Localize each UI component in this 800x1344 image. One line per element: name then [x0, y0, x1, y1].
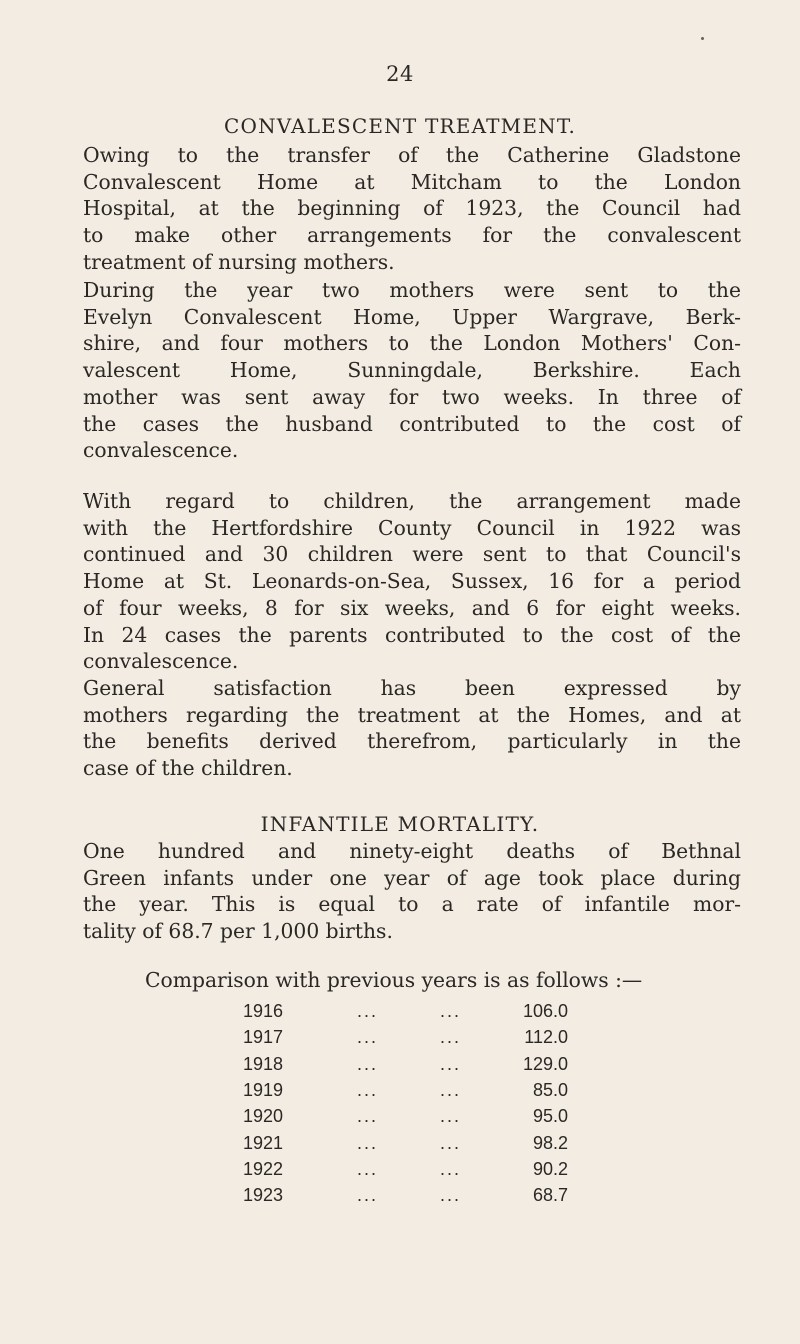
rate-cell: 90.2 [532, 1158, 568, 1179]
leader-dots: ... [440, 1158, 462, 1179]
year-cell: 1920 [243, 1106, 284, 1127]
text-line: mothers regarding the treatment at the Homes, and at [83, 702, 741, 727]
text-line: Green infants under one year of age took place during [83, 865, 741, 890]
convalescent-paragraph-2 [83, 277, 741, 464]
text-line: to make other arrangements for the convalescent [83, 223, 741, 248]
text-line: With regard to children, the arrangement made [83, 489, 741, 513]
table-row [0, 1106, 800, 1132]
text-line: In 24 cases the parents contributed to the cost of the [83, 622, 741, 647]
text-line: General satisfaction has been expressed by [83, 676, 741, 700]
leader-dots: ... [357, 1106, 379, 1127]
year-cell: 1919 [243, 1079, 284, 1100]
text-line: Home at St. Leonards-on-Sea, Sussex, 16 for a period [83, 569, 741, 594]
leader-dots: ... [357, 1027, 379, 1048]
infantile-mortality-heading: INFANTILE MORTALITY. [260, 812, 540, 836]
text-line: convalescence. [83, 438, 239, 463]
rate-cell: 106.0 [522, 1001, 568, 1021]
text-line: One hundred and ninety-eight deaths of Bethnal [83, 839, 741, 863]
text-line: During the year two mothers were sent to the [83, 278, 741, 302]
text-line: continued and 30 children were sent to that Council's [83, 542, 741, 567]
comparison-intro: Comparison with previous years is as follows :— [145, 968, 643, 992]
text-line: Owing to the transfer of the Catherine Gladstone [83, 143, 741, 167]
year-cell: 1916 [243, 1001, 284, 1021]
convalescent-paragraph-1 [83, 142, 741, 276]
text-line: convalescence. [83, 649, 239, 674]
text-line: case of the children. [83, 756, 293, 781]
leader-dots: ... [357, 1185, 379, 1206]
year-cell: 1918 [243, 1053, 284, 1074]
text-line: Convalescent Home at Mitcham to the London [83, 169, 741, 194]
leader-dots: ... [440, 1132, 462, 1153]
rate-cell: 95.0 [532, 1106, 568, 1127]
table-row [0, 1159, 800, 1185]
text-line: Hospital, at the beginning of 1923, the Council had [83, 196, 741, 221]
leader-dots: ... [440, 1106, 462, 1127]
text-line: tality of 68.7 per 1,000 births. [83, 919, 393, 944]
text-line: shire, and four mothers to the London Mothers' Con- [83, 331, 741, 356]
leader-dots: ... [357, 1132, 379, 1153]
convalescent-paragraph-4 [83, 675, 741, 782]
table-row [0, 1054, 800, 1080]
text-line: with the Hertfordshire County Council in 1922 was [83, 515, 741, 540]
leader-dots: ... [440, 1001, 462, 1021]
rate-cell: 98.2 [532, 1132, 568, 1153]
text-line: mother was sent away for two weeks. In three of [83, 384, 741, 409]
ink-speck [701, 37, 704, 40]
rate-cell: 85.0 [532, 1079, 568, 1100]
page-number: 24 [386, 62, 414, 86]
text-line: valescent Home, Sunningdale, Berkshire. Each [83, 358, 741, 383]
year-cell: 1923 [243, 1185, 284, 1206]
table-row [0, 1133, 800, 1159]
leader-dots: ... [357, 1053, 379, 1074]
leader-dots: ... [440, 1027, 462, 1048]
table-row [0, 1080, 800, 1106]
year-cell: 1921 [243, 1132, 284, 1153]
leader-dots: ... [357, 1079, 379, 1100]
leader-dots: ... [440, 1079, 462, 1100]
text-line: the cases the husband contributed to the cost of [83, 411, 741, 436]
leader-dots: ... [440, 1185, 462, 1206]
rate-cell: 129.0 [522, 1053, 568, 1074]
table-row [0, 1185, 800, 1211]
text-line: of four weeks, 8 for six weeks, and 6 for eight weeks. [83, 595, 741, 620]
text-line: the benefits derived therefrom, particularly in the [83, 729, 741, 754]
convalescent-paragraph-3 [83, 488, 741, 675]
table-row [0, 1001, 800, 1027]
text-line: the year. This is equal to a rate of infantile mor- [83, 892, 741, 917]
leader-dots: ... [440, 1053, 462, 1074]
year-cell: 1922 [243, 1158, 284, 1179]
leader-dots: ... [357, 1158, 379, 1179]
year-cell: 1917 [243, 1027, 284, 1048]
rate-cell: 68.7 [532, 1185, 568, 1206]
leader-dots: ... [357, 1001, 379, 1021]
text-line: Evelyn Convalescent Home, Upper Wargrave, Berk- [83, 304, 741, 329]
convalescent-treatment-heading: CONVALESCENT TREATMENT. [223, 114, 577, 138]
infantile-mortality-paragraph [83, 838, 741, 945]
rate-cell: 112.0 [524, 1027, 568, 1048]
text-line: treatment of nursing mothers. [83, 249, 395, 274]
table-row [0, 1027, 800, 1053]
